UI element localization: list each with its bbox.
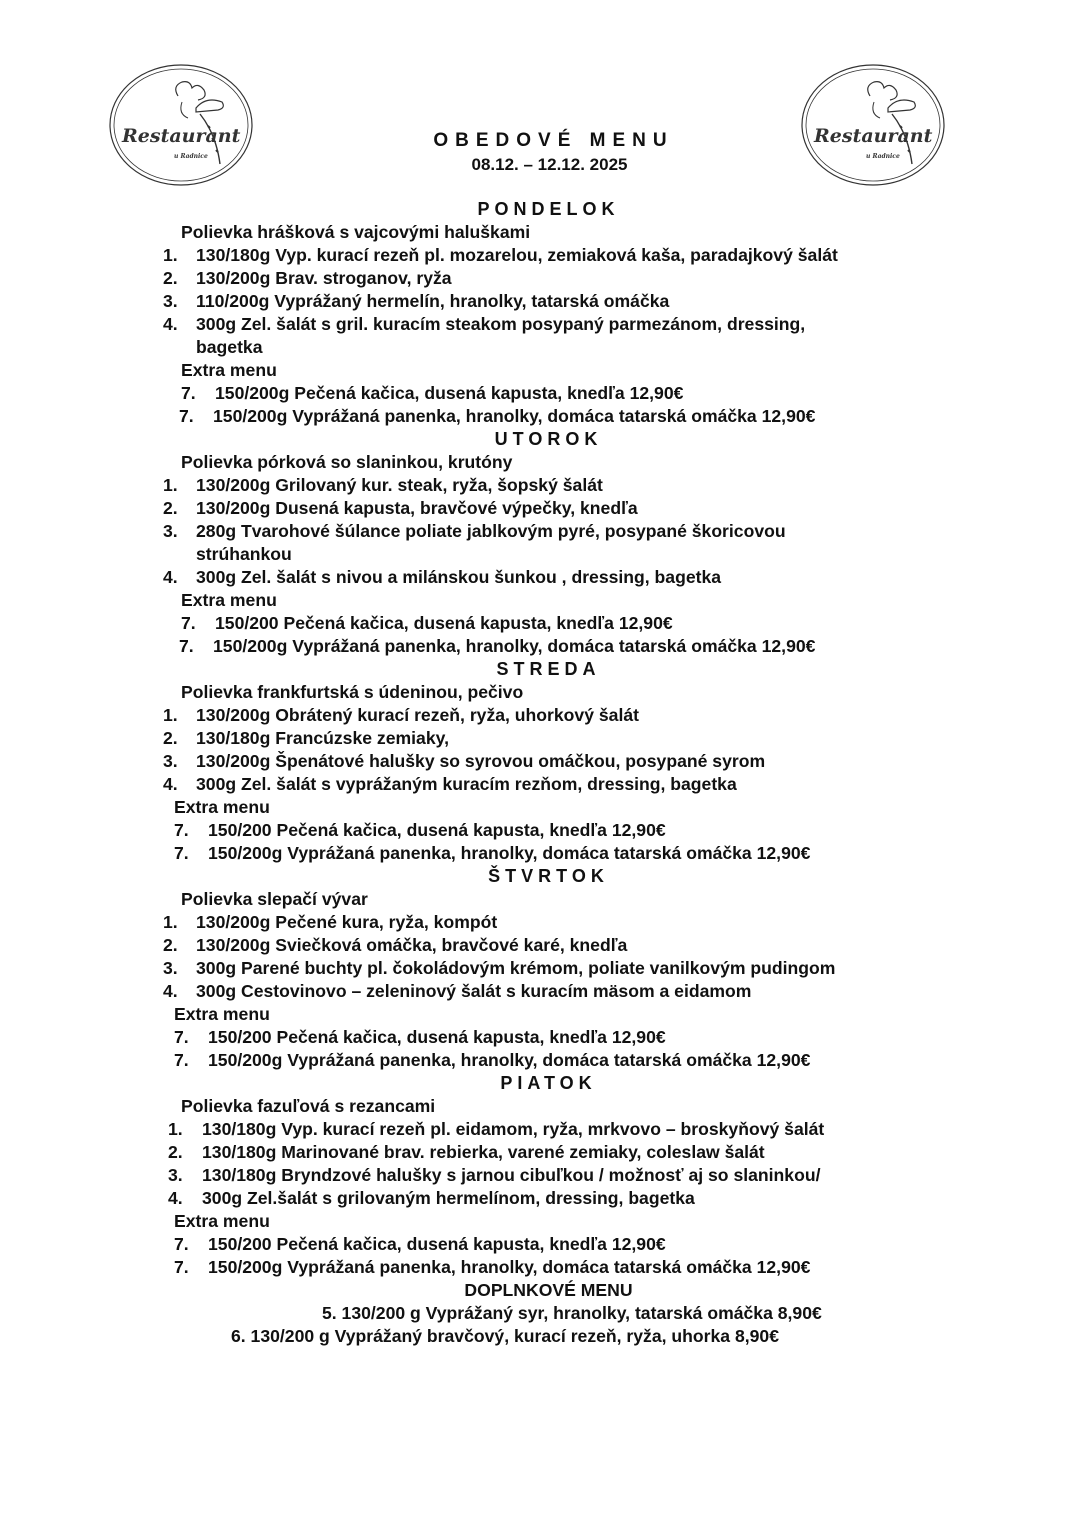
menu-item: 1. 130/200g Grilovaný kur. steak, ryža, šopský šalát xyxy=(163,475,603,495)
extra-item: 7. 150/200g Vyprážaná panenka, hranolky, domáca tatarská omáčka 12,90€ xyxy=(174,1050,811,1070)
menu-item: 4. 300g Zel.šalát s grilovaným hermelínom, dressing, bagetka xyxy=(168,1188,695,1208)
svg-text:u Radnice: u Radnice xyxy=(174,153,208,160)
menu-item: 3. 130/200g Špenátové halušky so syrovou omáčkou, posypané syrom xyxy=(163,751,766,771)
menu-item: 2. 130/200g Sviečková omáčka, bravčové karé, knedľa xyxy=(163,935,628,955)
day-heading: PIATOK xyxy=(500,1073,597,1093)
supplement-item: 5. 130/200 g Vyprážaný syr, hranolky, tatarská omáčka 8,90€ xyxy=(322,1303,822,1323)
menu-item: 1. 130/200g Obrátený kurací rezeň, ryža, uhorkový šalát xyxy=(163,705,639,725)
menu-item: 4. 300g Zel. šalát s gril. kuracím steakom posypaný parmezánom, dressing, xyxy=(163,314,806,334)
supplement-item: 6. 130/200 g Vyprážaný bravčový, kurací rezeň, ryža, uhorka 8,90€ xyxy=(231,1326,779,1346)
menu-item-continuation: bagetka xyxy=(196,337,263,357)
menu-header xyxy=(0,128,1087,176)
extra-item: 7. 150/200 Pečená kačica, dusená kapusta, knedľa 12,90€ xyxy=(181,613,673,633)
day-section-wednesday xyxy=(0,658,1087,865)
menu-item: 1. 130/200g Pečené kura, ryža, kompót xyxy=(163,912,498,932)
menu-item: 3. 280g Tvarohové šúlance poliate jablkovým pyré, posypané škoricovou xyxy=(163,521,786,541)
menu-item: 2. 130/180g Francúzske zemiaky, xyxy=(163,728,449,748)
menu-item: 2. 130/200g Dusená kapusta, bravčové výpečky, knedľa xyxy=(163,498,638,518)
soup-line: Polievka frankfurtská s údeninou, pečivo xyxy=(181,682,524,702)
supplement-section xyxy=(0,1279,1087,1348)
day-section-tuesday xyxy=(0,428,1087,658)
day-section-thursday xyxy=(0,865,1087,1072)
extra-item: 7. 150/200g Vyprážaná panenka, hranolky, domáca tatarská omáčka 12,90€ xyxy=(174,843,811,863)
menu-title: OBEDOVÉ MENU xyxy=(433,130,674,151)
supplement-heading: DOPLNKOVÉ MENU xyxy=(464,1280,633,1300)
menu-item-continuation: strúhankou xyxy=(196,544,292,564)
extra-menu-label: Extra menu xyxy=(181,360,277,380)
extra-item: 7. 150/200g Vyprážaná panenka, hranolky, domáca tatarská omáčka 12,90€ xyxy=(179,636,816,656)
svg-text:Restaurant: Restaurant xyxy=(814,125,933,147)
weekly-menu xyxy=(0,198,1087,1348)
menu-item: 4. 300g Cestovinovo – zeleninový šalát s kuracím mäsom a eidamom xyxy=(163,981,752,1001)
menu-item: 3. 110/200g Vyprážaný hermelín, hranolky, tatarská omáčka xyxy=(163,291,670,311)
svg-text:Restaurant: Restaurant xyxy=(122,125,241,147)
extra-item: 7. 150/200 Pečená kačica, dusená kapusta, knedľa 12,90€ xyxy=(174,1027,666,1047)
menu-dates: 08.12. – 12.12. 2025 xyxy=(471,155,628,174)
soup-line: Polievka slepačí vývar xyxy=(181,889,368,909)
soup-line: Polievka pórková so slaninkou, krutóny xyxy=(181,452,513,472)
soup-line: Polievka fazuľová s rezancami xyxy=(181,1096,436,1116)
menu-item: 2. 130/200g Brav. stroganov, ryža xyxy=(163,268,452,288)
menu-item: 1. 130/180g Vyp. kurací rezeň pl. eidamom, ryža, mrkvovo – broskyňový šalát xyxy=(168,1119,825,1139)
extra-item: 7. 150/200g Vyprážaná panenka, hranolky, domáca tatarská omáčka 12,90€ xyxy=(179,406,816,426)
day-section-friday xyxy=(0,1072,1087,1279)
extra-item: 7. 150/200g Vyprážaná panenka, hranolky, domáca tatarská omáčka 12,90€ xyxy=(174,1257,811,1277)
soup-line: Polievka hrášková s vajcovými haluškami xyxy=(181,222,531,242)
extra-menu-label: Extra menu xyxy=(174,1211,270,1231)
extra-menu-label: Extra menu xyxy=(181,590,277,610)
menu-item: 3. 300g Parené buchty pl. čokoládovým krémom, poliate vanilkovým pudingom xyxy=(163,958,836,978)
menu-item: 1. 130/180g Vyp. kurací rezeň pl. mozarelou, zemiaková kaša, paradajkový šalát xyxy=(163,245,838,265)
extra-item: 7. 150/200 Pečená kačica, dusená kapusta, knedľa 12,90€ xyxy=(174,1234,666,1254)
extra-item: 7. 150/200g Pečená kačica, dusená kapusta, knedľa 12,90€ xyxy=(181,383,684,403)
day-heading: ŠTVRTOK xyxy=(488,866,609,886)
day-section-monday xyxy=(0,198,1087,428)
day-heading: PONDELOK xyxy=(477,199,620,219)
svg-text:u Radnice: u Radnice xyxy=(866,153,900,160)
day-heading: STREDA xyxy=(496,659,601,679)
extra-menu-label: Extra menu xyxy=(174,797,270,817)
day-heading: UTOROK xyxy=(494,429,603,449)
menu-item: 3. 130/180g Bryndzové halušky s jarnou cibuľkou / možnosť aj so slaninkou/ xyxy=(168,1165,821,1185)
extra-item: 7. 150/200 Pečená kačica, dusená kapusta, knedľa 12,90€ xyxy=(174,820,666,840)
menu-item: 4. 300g Zel. šalát s nivou a milánskou šunkou , dressing, bagetka xyxy=(163,567,722,587)
menu-item: 2. 130/180g Marinované brav. rebierka, varené zemiaky, coleslaw šalát xyxy=(168,1142,765,1162)
extra-menu-label: Extra menu xyxy=(174,1004,270,1024)
menu-item: 4. 300g Zel. šalát s vyprážaným kuracím rezňom, dressing, bagetka xyxy=(163,774,737,794)
